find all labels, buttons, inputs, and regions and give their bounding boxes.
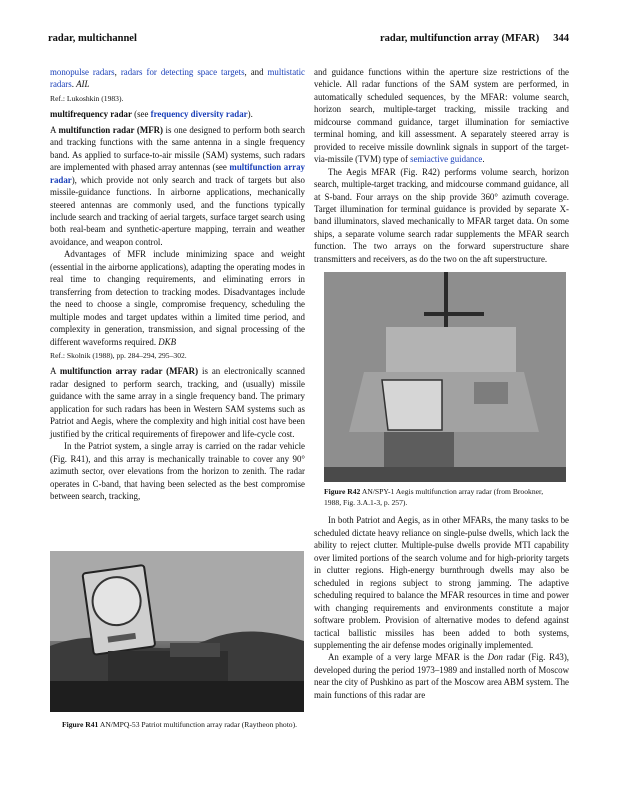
author-initials: AIL xyxy=(76,79,90,90)
link-space-target-radars[interactable]: radars for detecting space targets xyxy=(120,67,245,77)
text: is an electronically scanned radar designed to perform search, tracking, and (usually) missile guidance with the same array in a single frequency band. The primary application for such radars has been in Western SAM systems such as Patriot and Aegis, where the complexity and high initial cost have been justified by the critical requirements of firepower and life-cycle cost. xyxy=(50,366,305,439)
entry-term: multifunction radar (MFR) xyxy=(58,124,163,135)
figure-r42-caption xyxy=(324,487,562,508)
entry-term: multifrequency radar xyxy=(50,109,132,120)
text: Advantages of MFR include minimizing space and weight (essential in the airborne applications), adapting the operating modes in real time to changing requirements, and eliminating errors in transferring from detection to tracking modes. Disadvantages include the need to choose a single, compromise frequency, scheduling the multiple modes and target updates within a limited time period, and complexity in generation, transmission, and signal processing of the different waveforms required. xyxy=(50,249,305,347)
radar-array xyxy=(82,565,155,655)
link-semiactive-guidance[interactable]: semiactive guidance xyxy=(410,154,483,165)
entry-multifrequency-radar xyxy=(50,108,305,120)
text: radar (Fig. R43), developed during the period 1973–1989 and installed north of Moscow near the city of Pushkino as part of the Moscow area ABM system. The main functions of this radar are xyxy=(314,652,569,700)
text: ). xyxy=(247,109,253,120)
text: An example of a very large MFAR is the xyxy=(328,652,488,663)
right-column xyxy=(314,66,569,701)
caption-text: AN/SPY-1 Aegis multifunction array radar (from Brookner, 1988, Fig. 3.A.1-3, p. 257). xyxy=(324,487,544,507)
text: , and xyxy=(244,67,268,77)
link-monopulse-radars[interactable]: monopulse radars xyxy=(50,67,115,77)
superstructure xyxy=(386,327,516,377)
spy1-array-face xyxy=(382,380,442,430)
entry-multifunction-array-radar xyxy=(50,365,305,440)
running-header-right xyxy=(380,33,569,44)
figure-r41-caption xyxy=(62,720,302,731)
deckhouse xyxy=(349,372,539,432)
author-initials: DKB xyxy=(158,336,177,347)
left-column xyxy=(50,66,305,502)
deck xyxy=(324,467,566,482)
text: (see xyxy=(131,109,151,120)
entry-term: multifunction array radar (MFAR) xyxy=(59,366,199,377)
text: ), which provide not only search and track of targets but also missile-guidance functions. In airborne applications, mechanically steered antennas are commonly used, and the functions typically include search and tracking of aerial targets, surface target search using both real-beam and synthetic-aperture mapping, terrain and weather avoidance, and weapon control. xyxy=(50,174,305,247)
figure-label: Figure R41 xyxy=(62,720,99,729)
text: . xyxy=(482,154,485,165)
forward-mount xyxy=(384,432,454,472)
figure-r41-photo xyxy=(50,551,304,712)
paragraph-continuation xyxy=(50,66,305,91)
vehicle-cab xyxy=(170,643,220,657)
window-block xyxy=(474,382,508,404)
paragraph-continuation-right xyxy=(314,66,569,166)
text: is one designed to perform both search and tracking functions with the same antenna in a single frequency band. As applied to surface-to-air missile (SAM) systems, such radars are implemented with phased array antennas (see xyxy=(50,124,305,173)
paragraph-aegis: The Aegis MFAR (Fig. R42) performs volume search, horizon search, multiple-target tracking, and midcourse command guidance, all at S-band. Four arrays on the ship provide 360° azimuth coverage. Target illumination for terminal guidance is provided by separate X-band illuminators, slaved mechanically to MFAR target data. On some ships, a separate volume search radar supplements the MFAR search function. The two arrays on the forward superstructure share transmitters and receivers, as do the two on the aft superstructure. xyxy=(314,166,569,264)
figure-label: Figure R42 xyxy=(324,487,361,497)
paragraph-patriot: In the Patriot system, a single array is carried on the radar vehicle (Fig. R41), and this array is mechanically trainable to cover any 90° azimuth sector, over elevations from the horizon to zenith. The radar operates in C-band, that having been selected as the best compromise between search, tracking, xyxy=(50,441,305,501)
text: A xyxy=(50,124,59,135)
yardarm xyxy=(424,312,484,316)
ground xyxy=(50,681,304,712)
entry-multifunction-radar xyxy=(50,124,305,249)
running-header-left: radar, multichannel xyxy=(48,33,137,44)
figure-r42-photo xyxy=(324,272,566,482)
paragraph-don-radar xyxy=(314,651,569,701)
link-multifunction-array-radar[interactable]: multifunction array radar xyxy=(50,162,305,185)
patriot-radar-illustration xyxy=(50,551,304,712)
paragraph-scheduling: In both Patriot and Aegis, as in other MFARs, the many tasks to be scheduled dictate heavy reliance on single-pulse dwells, which lack the ability to reject clutter. Multiple-pulse dwells provide MTI capability over limited portions of the search volume and for high-priority targets in clutter regions. High-energy burnthrough dwells may also be scheduled in regions subject to strong jamming. The adaptive scheduling required to balance the MFAR resources in time and power with changing requirements and environments constitute a major software problem. Provision of alternative modes to defend against tactical ballistic missiles has been added to both systems, supplementing the air defense modes originally implemented. xyxy=(314,515,569,650)
link-multistatic-radars[interactable]: multistatic radars xyxy=(50,67,305,90)
link-frequency-diversity-radar[interactable]: frequency diversity radar xyxy=(150,109,248,120)
italic-term: Don xyxy=(487,652,503,663)
caption-text: AN/MPQ-53 Patriot multifunction array radar (Raytheon photo). xyxy=(98,720,298,729)
paragraph-mfr-advantages xyxy=(50,248,305,348)
page-number: 344 xyxy=(553,33,569,44)
running-header-title: radar, multifunction array (MFAR) xyxy=(380,33,540,44)
text: . xyxy=(71,79,77,90)
text: and guidance functions within the aperture size restrictions of the vehicle. All radar functions of the SAM system are performed, in automatically scheduled sequences, by the MFAR: volume search, horizon search, multiple-target tracking, missile tracking and midcourse command guidance, target illumination for semiactive terminal homing, and kill assessment. A separately steered array is provided to receive missile downlink signals in support of the target-via-missile (TVM) type of xyxy=(314,67,569,165)
reference-skolnik: Ref.: Skolnik (1988), pp. 284–294, 295–302. xyxy=(50,350,187,360)
text: , xyxy=(114,67,121,77)
aegis-ship-illustration xyxy=(324,272,566,482)
reference-lukoshkin: Ref.: Lukoshkin (1983). xyxy=(50,93,124,103)
text: A xyxy=(50,366,60,377)
